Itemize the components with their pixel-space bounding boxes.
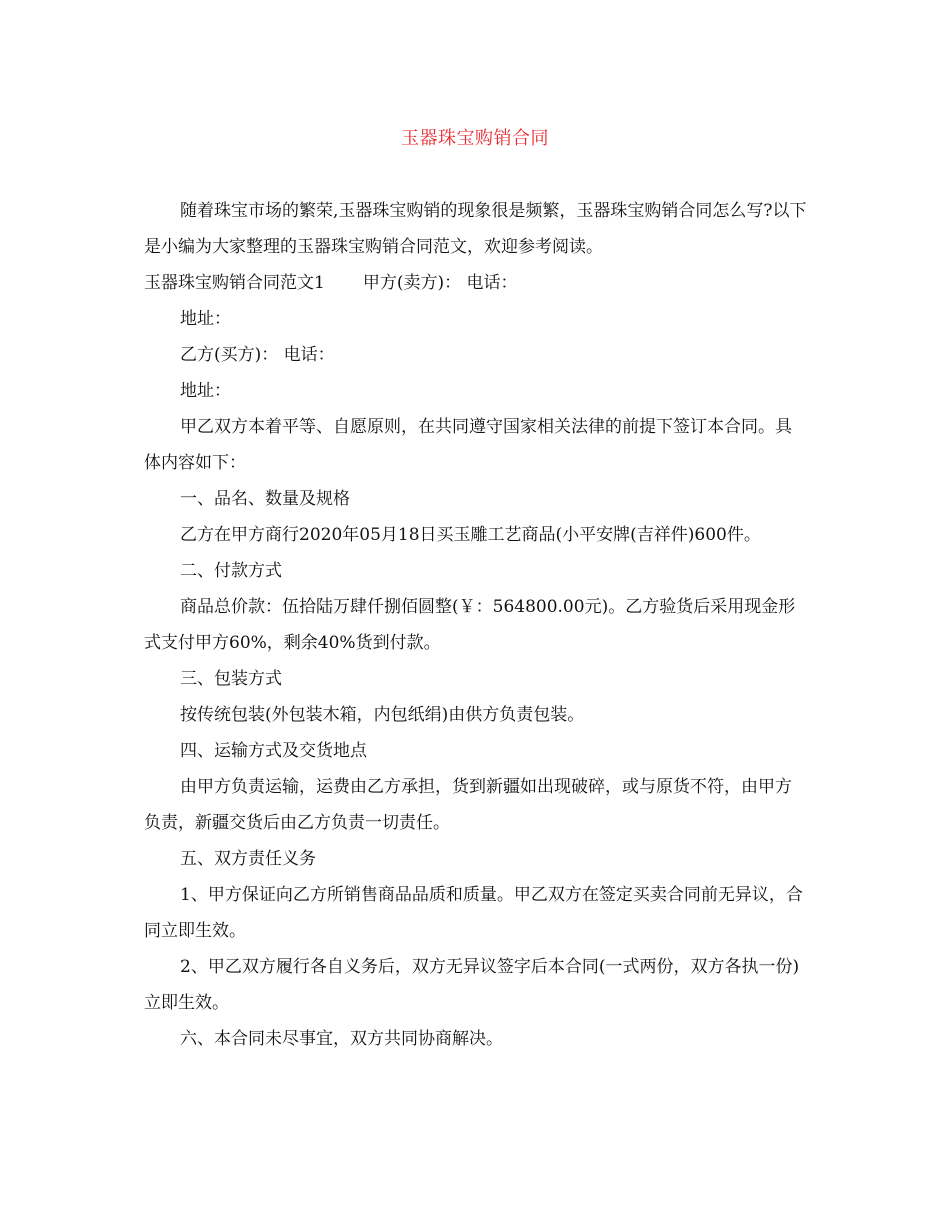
section-5-item-2: 2、甲乙双方履行各自义务后，双方无异议签字后本合同(一式两份，双方各执一份)立即生效。	[144, 957, 800, 1013]
preamble-paragraph: 甲乙双方本着平等、自愿原则，在共同遵守国家相关法律的前提下签订本合同。具体内容如下：	[144, 417, 792, 473]
party-a-address: 地址：	[180, 309, 231, 329]
section-4-heading: 四、运输方式及交货地点	[180, 741, 367, 761]
section-4-body: 由甲方负责运输，运费由乙方承担，货到新疆如出现破碎，或与原货不符，由甲方负责，新疆交货后由乙方负责一切责任。	[144, 777, 792, 833]
sample-heading-line	[144, 265, 808, 301]
section-3-body: 按传统包装(外包装木箱，内包纸绢)由供方负责包装。	[180, 705, 585, 725]
party-a-line: 甲方(卖方)： 电话：	[362, 273, 518, 293]
section-5-heading: 五、双方责任义务	[180, 849, 316, 869]
section-5-item-1: 1、甲方保证向乙方所销售商品品质和质量。甲乙双方在签定买卖合同前无异议，合同立即生效。	[144, 885, 803, 941]
party-b-line: 乙方(买方)： 电话：	[180, 345, 335, 365]
section-2-body: 商品总价款：伍拾陆万肆仟捌佰圆整(￥：564800.00元)。乙方验货后采用现金形式支付甲方60%，剩余40%货到付款。	[144, 597, 796, 653]
section-6: 六、本合同未尽事宜，双方共同协商解决。	[180, 1029, 503, 1049]
sample-heading: 玉器珠宝购销合同范文1	[144, 273, 325, 293]
document-title: 玉器珠宝购销合同	[401, 128, 549, 149]
document-body	[144, 193, 808, 1057]
party-b-address: 地址：	[180, 381, 231, 401]
section-2-heading: 二、付款方式	[180, 561, 282, 581]
intro-paragraph: 随着珠宝市场的繁荣,玉器珠宝购销的现象很是频繁，玉器珠宝购销合同怎么写?以下是小编为大家整理的玉器珠宝购销合同范文，欢迎参考阅读。	[144, 201, 807, 257]
section-1-body: 乙方在甲方商行2020年05月18日买玉雕工艺商品(小平安牌(吉祥件)600件。	[180, 525, 761, 545]
section-1-heading: 一、品名、数量及规格	[180, 489, 350, 509]
section-3-heading: 三、包装方式	[180, 669, 282, 689]
